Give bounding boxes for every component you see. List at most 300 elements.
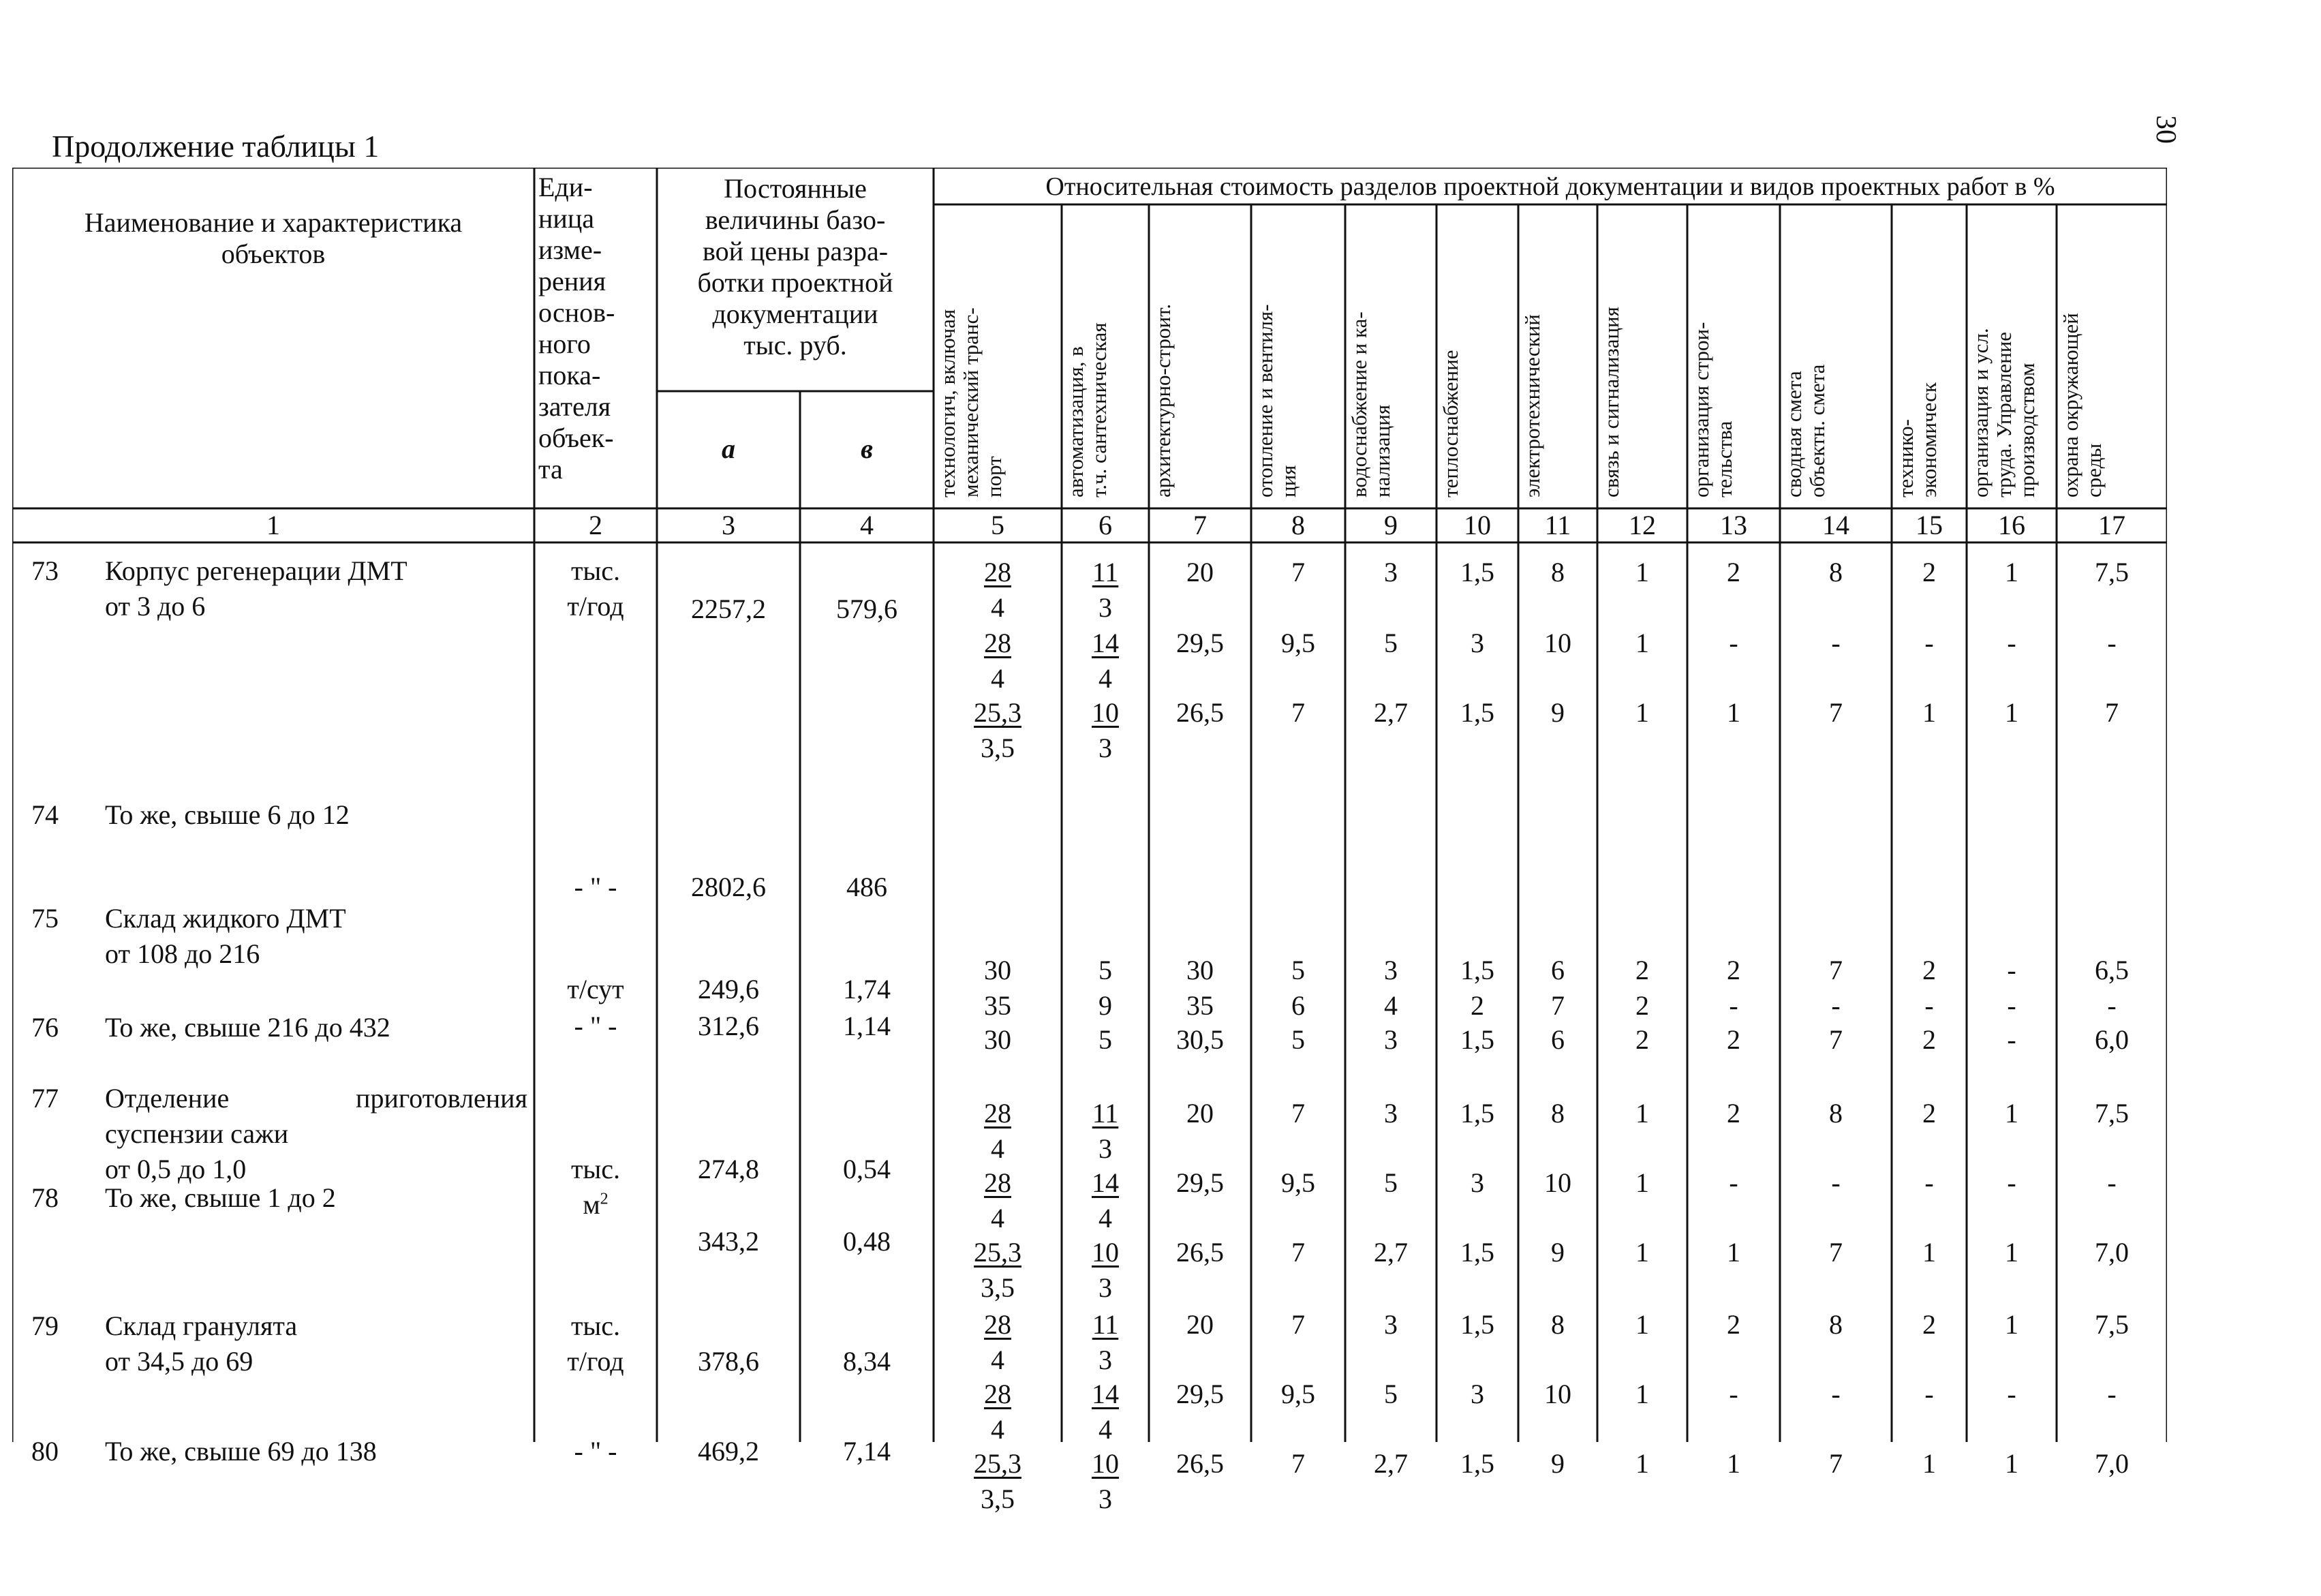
pct-fraction-col-6: [1062, 1377, 1149, 1452]
pct-fraction-col-6: [1062, 953, 1149, 1028]
pct-value-col-14: 8: [1829, 1098, 1843, 1129]
pct-value-col-11: 9: [1551, 1448, 1565, 1479]
pct-value-col-11: 6: [1551, 1024, 1565, 1055]
header-vertical-line: архитектурно-строит.: [1151, 303, 1175, 497]
pct-fraction-col-5: [934, 1165, 1062, 1240]
row-number: 79: [31, 1310, 59, 1341]
pct-fraction-col-5: [934, 953, 1062, 1028]
row-unit-line: т/год: [567, 591, 624, 621]
header-vertical-line: объектн. смета: [1805, 364, 1829, 497]
pct-value-col-10: 1,5: [1460, 1309, 1494, 1340]
pct-value-col-13: 1: [1727, 1448, 1740, 1479]
header-unit-line: основ-: [538, 297, 615, 328]
column-number-5: 5: [991, 511, 1004, 540]
fraction-numerator: 11: [1092, 1309, 1119, 1340]
row-name-line: Склад жидкого ДМТ: [105, 903, 346, 934]
header-vertical-line: электротехнический: [1520, 314, 1544, 497]
fraction-denominator: 4: [991, 1345, 1004, 1375]
pct-value-col-8: 7: [1291, 1448, 1305, 1479]
pct-fraction-col-6: [1062, 555, 1149, 630]
pct-value-col-16: 1: [2005, 697, 2018, 728]
pct-value-col-17: 7,0: [2095, 1448, 2129, 1479]
pct-value-col-14: 8: [1829, 557, 1843, 587]
header-unit-line: объек-: [538, 423, 614, 453]
header-vertical-col-11: [1518, 207, 1597, 506]
pct-value-col-16: -: [2007, 628, 2016, 658]
pct-value-col-11: 10: [1544, 1167, 1571, 1198]
fraction-denominator: 4: [1098, 663, 1112, 694]
fraction-denominator: 3,5: [981, 1272, 1015, 1303]
header-unit-line: изме-: [538, 234, 602, 265]
fraction-numerator: 10: [1092, 697, 1119, 728]
pct-value-col-14: 7: [1829, 697, 1843, 728]
row-name-line: от 3 до 6: [105, 591, 206, 621]
header-vertical-col-10: [1436, 207, 1518, 506]
row-name-line: Корпус регенерации ДМТ: [105, 555, 408, 586]
pct-value: 5: [1098, 955, 1112, 985]
fraction-numerator: 11: [1092, 1098, 1119, 1129]
pct-value-col-13: -: [1729, 990, 1738, 1021]
pct-value-col-10: 3: [1471, 628, 1484, 658]
header-vertical-col-8: [1251, 207, 1345, 506]
row-value-b: 486: [846, 872, 887, 902]
header-constants-line: документации: [712, 298, 878, 329]
column-number-7: 7: [1193, 511, 1207, 540]
column-number-3: 3: [722, 511, 735, 540]
fraction-numerator: 10: [1092, 1448, 1119, 1479]
pct-value-col-17: 7,5: [2095, 1098, 2129, 1129]
column-number-14: 14: [1822, 511, 1849, 540]
pct-value-col-14: 8: [1829, 1309, 1843, 1340]
continuation-title: Продолжение таблицы 1: [52, 129, 380, 164]
fraction-numerator: 14: [1092, 1167, 1119, 1198]
pct-value-col-8: 7: [1291, 1309, 1305, 1340]
row-unit-line: т/год: [567, 1346, 624, 1377]
pct-value-col-8: 7: [1291, 1098, 1305, 1129]
header-unit-line: ница: [538, 203, 594, 234]
fraction-numerator: 28: [984, 1098, 1011, 1129]
fraction-numerator: 14: [1092, 1379, 1119, 1409]
column-number-9: 9: [1384, 511, 1398, 540]
fraction-numerator: 28: [984, 1167, 1011, 1198]
pct-fraction-col-6: [1062, 1307, 1149, 1382]
pct-value: 35: [984, 990, 1011, 1021]
header-vertical-col-15: [1892, 207, 1967, 506]
row-value-b: 0,54: [843, 1154, 891, 1184]
pct-value-col-12: 1: [1635, 697, 1649, 728]
header-vertical-line: тельства: [1712, 420, 1736, 497]
header-vertical-line: нализация: [1370, 404, 1394, 497]
pct-value-col-11: 10: [1544, 628, 1571, 658]
pct-value-col-16: -: [2007, 1024, 2016, 1055]
header-vertical-line: организация и усл.: [1969, 328, 1993, 497]
row-value-a: 2257,2: [691, 594, 766, 624]
row-unit-line: тыс.: [570, 1154, 621, 1184]
header-vertical-col-13: [1687, 207, 1780, 506]
pct-value-col-12: 1: [1635, 557, 1649, 587]
pct-value-col-9: 3: [1384, 955, 1398, 985]
pct-value-col-17: 7,0: [2095, 1237, 2129, 1268]
header-unit-line: ного: [538, 328, 591, 359]
row-name-line: Отделение приготовления: [105, 1083, 527, 1114]
pct-value-col-11: 8: [1551, 1309, 1565, 1340]
pct-value-col-16: -: [2007, 990, 2016, 1021]
table-sheet: [12, 168, 2167, 1514]
pct-value-col-7: 30: [1186, 955, 1214, 985]
row-number: 80: [31, 1436, 59, 1467]
fraction-denominator: 3,5: [981, 733, 1015, 763]
row-name-line: суспензии сажи: [105, 1118, 289, 1149]
pct-fraction-col-6: [1062, 1096, 1149, 1171]
row-unit-line: - " -: [574, 1436, 617, 1467]
row-value-b: 579,6: [836, 594, 897, 624]
row-name-line: Склад гранулята: [105, 1310, 298, 1341]
row-unit-line: - " -: [574, 1011, 617, 1041]
pct-value-col-14: 7: [1829, 955, 1843, 985]
pct-value-col-14: -: [1831, 628, 1841, 658]
pct-value-col-15: -: [1924, 628, 1934, 658]
row-name-line: То же, свыше 216 до 432: [105, 1012, 390, 1043]
header-sub-a: а: [722, 433, 735, 464]
fraction-numerator: 11: [1092, 557, 1119, 587]
pct-value-col-16: -: [2007, 955, 2016, 985]
row-unit-line: тыс.: [570, 555, 621, 586]
row-name-line: от 108 до 216: [105, 938, 260, 969]
pct-value-col-17: 7,5: [2095, 557, 2129, 587]
pct-value-col-13: 1: [1727, 1237, 1740, 1268]
pct-value-col-13: 1: [1727, 697, 1740, 728]
fraction-denominator: 4: [991, 592, 1004, 623]
pct-value-col-10: 3: [1471, 1167, 1484, 1198]
fraction-numerator: 25,3: [974, 697, 1021, 728]
pct-value-col-10: 1,5: [1460, 1024, 1494, 1055]
pct-value-col-9: 4: [1384, 990, 1398, 1021]
pct-value-col-10: 1,5: [1460, 557, 1494, 587]
pct-value-col-16: 1: [2005, 1448, 2018, 1479]
pct-value-col-8: 9,5: [1281, 628, 1315, 658]
header-vertical-line: механический транс-: [959, 307, 983, 497]
header-vertical-line: экономическ: [1917, 382, 1941, 497]
pct-value-col-13: -: [1729, 1167, 1738, 1198]
pct-value-col-12: 2: [1635, 990, 1649, 1021]
row-value-b: 1,74: [843, 974, 891, 1004]
pct-value-col-15: 1: [1922, 697, 1936, 728]
pct-fraction-col-6: [1062, 695, 1149, 770]
pct-value-col-17: -: [2107, 1379, 2117, 1409]
header-unit-line: зателя: [538, 391, 611, 422]
pct-fraction-col-6: [1062, 1165, 1149, 1240]
pct-value-col-7: 29,5: [1176, 628, 1224, 658]
row-value-b: 1,14: [843, 1011, 891, 1041]
column-number-6: 6: [1098, 511, 1112, 540]
pct-value-col-13: 2: [1727, 1309, 1740, 1340]
fraction-numerator: 25,3: [974, 1237, 1021, 1268]
column-number-11: 11: [1544, 511, 1571, 540]
row-value-a: 274,8: [698, 1154, 759, 1184]
pct-value-col-7: 26,5: [1176, 697, 1224, 728]
pct-value-col-9: 2,7: [1374, 1237, 1408, 1268]
pct-value-col-15: 1: [1922, 1237, 1936, 1268]
column-number-17: 17: [2098, 511, 2125, 540]
row-value-a: 378,6: [698, 1346, 759, 1377]
pct-value-col-12: 2: [1635, 955, 1649, 985]
header-vertical-line: охрана окружающей: [2059, 313, 2082, 497]
fraction-denominator: 4: [991, 1414, 1004, 1445]
pct-value-col-17: -: [2107, 990, 2117, 1021]
fraction-denominator: 4: [1098, 1203, 1112, 1233]
row-number: 75: [31, 903, 59, 934]
pct-value-col-8: 5: [1291, 1024, 1305, 1055]
pct-value-col-7: 30,5: [1176, 1024, 1224, 1055]
column-number-8: 8: [1291, 511, 1305, 540]
pct-value-col-15: 2: [1922, 1024, 1936, 1055]
fraction-denominator: 3: [1098, 1272, 1112, 1303]
pct-value-col-12: 1: [1635, 1167, 1649, 1198]
pct-value-col-16: 1: [2005, 1237, 2018, 1268]
header-constants-line: тыс. руб.: [743, 330, 847, 360]
header-vertical-line: порт: [982, 456, 1006, 497]
pct-value: 5: [1098, 1024, 1112, 1055]
header-vertical-col-17: [2057, 207, 2167, 506]
pct-value-col-7: 26,5: [1176, 1237, 1224, 1268]
pct-value-col-10: 3: [1471, 1379, 1484, 1409]
pct-value-col-9: 5: [1384, 628, 1398, 658]
header-vertical-col-16: [1967, 207, 2057, 506]
header-vertical-col-6: [1062, 207, 1149, 506]
pct-value-col-17: -: [2107, 1167, 2117, 1198]
fraction-denominator: 4: [1098, 1414, 1112, 1445]
pct-value-col-15: -: [1924, 990, 1934, 1021]
fraction-numerator: 28: [984, 557, 1011, 587]
row-unit-line: $м^2$: [583, 1189, 609, 1220]
header-vertical-line: водоснабжение и ка-: [1347, 311, 1371, 497]
pct-value-col-10: 1,5: [1460, 1448, 1494, 1479]
header-vertical-col-9: [1345, 207, 1436, 506]
row-name-line: То же, свыше 6 до 12: [105, 799, 350, 830]
pct-fraction-col-5: [934, 1235, 1062, 1310]
column-number-15: 15: [1916, 511, 1943, 540]
pct-fraction-col-6: [1062, 626, 1149, 701]
fraction-numerator: 28: [984, 628, 1011, 658]
pct-value-col-15: 2: [1922, 1098, 1936, 1129]
pct-value-col-9: 5: [1384, 1379, 1398, 1409]
header-unit-column: [538, 172, 653, 506]
row-value-b: 0,48: [843, 1226, 891, 1257]
header-constants-column: [660, 173, 931, 384]
row-value-a: 249,6: [698, 974, 759, 1004]
pct-value-col-15: 2: [1922, 955, 1936, 985]
pct-value-col-17: 6,5: [2095, 955, 2129, 985]
row-name-line: То же, свыше 69 до 138: [105, 1436, 377, 1467]
pct-value-col-7: 26,5: [1176, 1448, 1224, 1479]
pct-value-col-15: 2: [1922, 1309, 1936, 1340]
row-value-b: 8,34: [843, 1346, 891, 1377]
header-constants-line: величины базо-: [705, 204, 886, 235]
pct-value-col-11: 8: [1551, 557, 1565, 587]
column-number-13: 13: [1720, 511, 1747, 540]
pct-value-col-10: 1,5: [1460, 1098, 1494, 1129]
header-vertical-col-5: [934, 207, 1062, 506]
pct-value-col-11: 8: [1551, 1098, 1565, 1129]
pct-value-col-13: -: [1729, 1379, 1738, 1409]
pct-value-col-9: 3: [1384, 1098, 1398, 1129]
header-constants-line: вой цены разра-: [702, 236, 889, 266]
pct-value-col-9: 5: [1384, 1167, 1398, 1198]
pct-fraction-col-5: [934, 1307, 1062, 1382]
pct-value-col-8: 9,5: [1281, 1167, 1315, 1198]
pct-value-col-14: -: [1831, 990, 1841, 1021]
column-number-2: 2: [589, 511, 602, 540]
row-unit-line: - " -: [574, 872, 617, 902]
pct-value-col-10: 1,5: [1460, 1237, 1494, 1268]
fraction-denominator: 3: [1098, 733, 1112, 763]
pct-value-col-12: 2: [1635, 1024, 1649, 1055]
fraction-numerator: 28: [984, 1379, 1011, 1409]
row-name-line: от 34,5 до 69: [105, 1346, 253, 1377]
pct-value-col-10: 2: [1471, 990, 1484, 1021]
pct-value-col-7: 35: [1186, 990, 1214, 1021]
pct-value-col-9: 2,7: [1374, 697, 1408, 728]
pct-value-col-13: 2: [1727, 955, 1740, 985]
pct-value: 30: [984, 1024, 1011, 1055]
header-vertical-line: ция: [1276, 465, 1300, 497]
pct-value-col-14: 7: [1829, 1448, 1843, 1479]
header-unit-line: рения: [538, 266, 606, 296]
header-vertical-line: автоматизация, в: [1064, 346, 1088, 497]
pct-value-col-13: 2: [1727, 1098, 1740, 1129]
header-constants-line: ботки проектной: [697, 267, 893, 298]
pct-value-col-7: 29,5: [1176, 1379, 1224, 1409]
pct-value-col-14: -: [1831, 1167, 1841, 1198]
pct-value-col-9: 3: [1384, 1024, 1398, 1055]
pct-value-col-11: 6: [1551, 955, 1565, 985]
pct-value-col-16: 1: [2005, 1098, 2018, 1129]
fraction-denominator: 4: [991, 1133, 1004, 1164]
pct-value-col-11: 10: [1544, 1379, 1571, 1409]
column-number-1: 1: [266, 511, 280, 540]
header-vertical-line: теплоснабжение: [1439, 350, 1462, 497]
pct-value-col-8: 9,5: [1281, 1379, 1315, 1409]
fraction-numerator: 10: [1092, 1237, 1119, 1268]
row-value-a: 343,2: [698, 1226, 759, 1257]
pct-value-col-11: 9: [1551, 1237, 1565, 1268]
pct-value-col-10: 1,5: [1460, 697, 1494, 728]
header-vertical-line: т.ч. сантехническая: [1087, 322, 1111, 497]
row-name-line: То же, свыше 1 до 2: [105, 1182, 336, 1213]
row-number: 73: [31, 555, 59, 586]
pct-value-col-17: 7,5: [2095, 1309, 2129, 1340]
row-value-b: 7,14: [843, 1436, 891, 1467]
pct-value-col-16: -: [2007, 1167, 2016, 1198]
pct-value-col-11: 7: [1551, 990, 1565, 1021]
row-number: 78: [31, 1182, 59, 1213]
header-vertical-line: связь и сигнализация: [1599, 307, 1623, 497]
pct-value-col-8: 5: [1291, 955, 1305, 985]
pct-value-col-7: 20: [1186, 1309, 1214, 1340]
header-vertical-line: среды: [2082, 443, 2106, 497]
pct-value-col-11: 9: [1551, 697, 1565, 728]
pct-value-col-8: 7: [1291, 697, 1305, 728]
pct-value-col-15: 2: [1922, 557, 1936, 587]
column-number-12: 12: [1629, 511, 1656, 540]
page-number: 30: [2150, 115, 2181, 144]
pct-value-col-9: 3: [1384, 557, 1398, 587]
header-constants-line: Постоянные: [724, 173, 867, 204]
pct-value-col-12: 1: [1635, 628, 1649, 658]
column-number-16: 16: [1998, 511, 2025, 540]
header-vertical-line: организация строи-: [1689, 322, 1713, 497]
pct-fraction-col-5: [934, 1446, 1062, 1521]
row-value-a: 469,2: [698, 1436, 759, 1467]
pct-value-col-17: 7: [2105, 697, 2119, 728]
row-name-line: от 0,5 до 1,0: [105, 1154, 247, 1184]
pct-value-col-13: -: [1729, 628, 1738, 658]
pct-value-col-17: 6,0: [2095, 1024, 2129, 1055]
header-vertical-line: труда. Управление: [1992, 331, 2016, 497]
header-sub-b: в: [861, 433, 873, 464]
pct-fraction-col-5: [934, 1022, 1062, 1097]
pct-value-col-8: 6: [1291, 990, 1305, 1021]
header-vertical-col-7: [1149, 207, 1251, 506]
pct-fraction-col-5: [934, 626, 1062, 701]
pct-value-col-12: 1: [1635, 1098, 1649, 1129]
pct-value-col-15: -: [1924, 1379, 1934, 1409]
header-group-title: Относительная стоимость разделов проектной документации и видов проектных работ в %: [1045, 172, 2055, 201]
row-number: 76: [31, 1012, 59, 1043]
pct-value-col-8: 7: [1291, 557, 1305, 587]
pct-value-col-7: 29,5: [1176, 1167, 1224, 1198]
pct-value-col-15: -: [1924, 1167, 1934, 1198]
pct-value: 9: [1098, 990, 1112, 1021]
header-vertical-col-14: [1780, 207, 1892, 506]
header-vertical-line: производством: [2015, 363, 2039, 497]
pct-value-col-14: 7: [1829, 1024, 1843, 1055]
pct-value-col-16: -: [2007, 1379, 2016, 1409]
pct-fraction-col-6: [1062, 1022, 1149, 1097]
fraction-denominator: 3: [1098, 1345, 1112, 1375]
pct-value-col-13: 2: [1727, 1024, 1740, 1055]
pct-value-col-12: 1: [1635, 1237, 1649, 1268]
pct-value-col-7: 20: [1186, 557, 1214, 587]
row-number: 74: [31, 799, 59, 830]
pct-value-col-17: -: [2107, 628, 2117, 658]
fraction-denominator: 3: [1098, 592, 1112, 623]
pct-value-col-14: -: [1831, 1379, 1841, 1409]
header-vertical-line: отопление и вентиля-: [1253, 304, 1277, 497]
pct-value-col-12: 1: [1635, 1448, 1649, 1479]
row-unit-line: тыс.: [570, 1310, 621, 1341]
pct-value-col-12: 1: [1635, 1309, 1649, 1340]
header-unit-line: пока-: [538, 360, 601, 390]
pct-value-col-10: 1,5: [1460, 955, 1494, 985]
fraction-denominator: 3,5: [981, 1484, 1015, 1514]
pct-value-col-8: 7: [1291, 1237, 1305, 1268]
pct-value: 30: [984, 955, 1011, 985]
pct-fraction-col-5: [934, 695, 1062, 770]
fraction-numerator: 28: [984, 1309, 1011, 1340]
fraction-numerator: 14: [1092, 628, 1119, 658]
pct-fraction-col-6: [1062, 1235, 1149, 1310]
header-unit-line: Еди-: [538, 172, 593, 202]
header-vertical-line: сводная смета: [1782, 371, 1806, 497]
pct-fraction-col-6: [1062, 1446, 1149, 1521]
fraction-denominator: 3: [1098, 1133, 1112, 1164]
row-value-a: 2802,6: [691, 872, 766, 902]
pct-value-col-15: 1: [1922, 1448, 1936, 1479]
header-vertical-line: технико-: [1894, 419, 1918, 497]
pct-value-col-9: 3: [1384, 1309, 1398, 1340]
unit-superscript: 2: [600, 1190, 609, 1208]
